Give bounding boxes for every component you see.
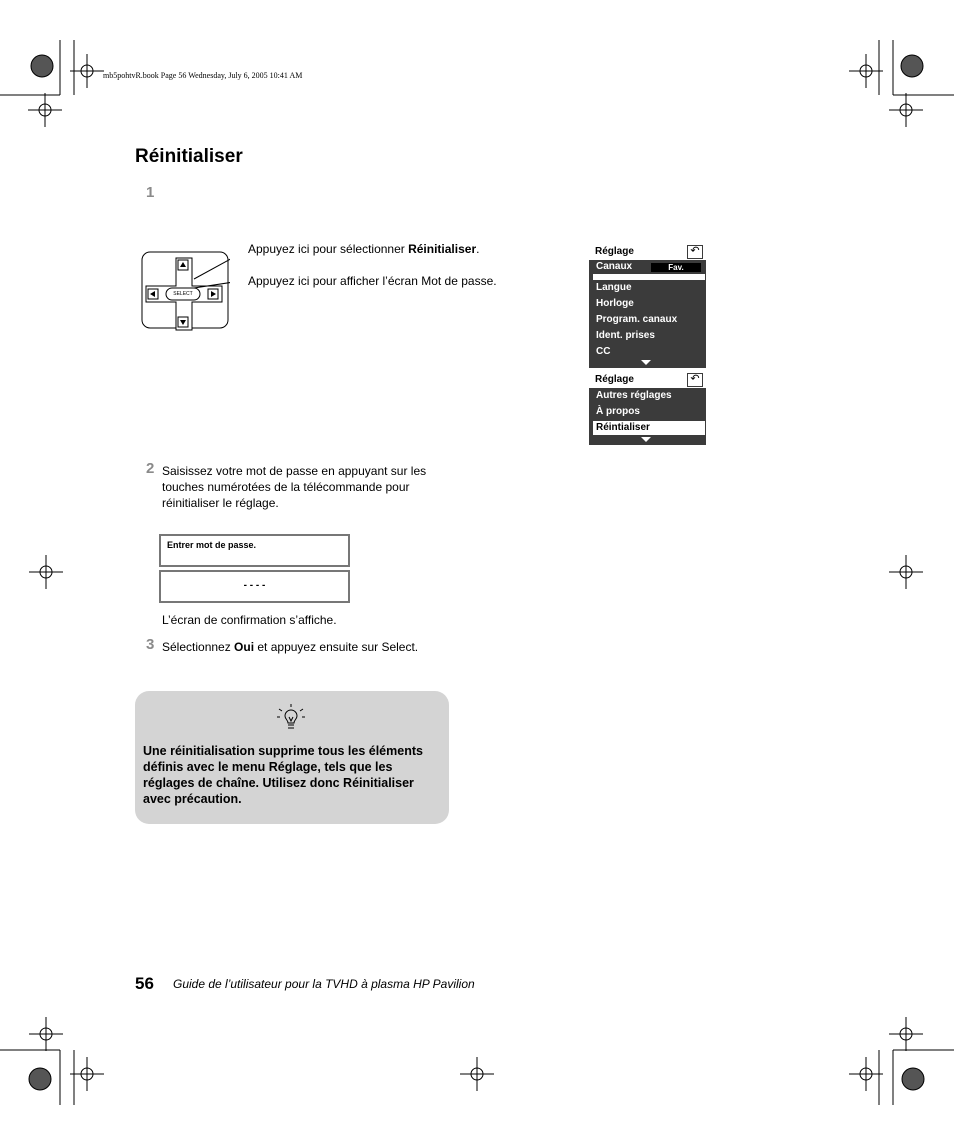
step-3-number: 3 [146,636,155,653]
menu-header: Réglage [589,243,706,260]
menu-item: CC [593,345,705,359]
confirm-text: L’écran de confirmation s’affiche. [162,613,337,627]
lightbulb-icon [274,703,308,737]
back-arrow-icon: ↶ [687,373,703,387]
menu-item: Ident. prises [593,329,705,343]
password-entry-box [159,570,350,603]
fav-badge: Fav. [651,263,701,272]
step-2-text: Saisissez votre mot de passe en appuyant sur les touches numérotées de la télécommande pour réinitialiser le réglage. [162,464,427,510]
callout-select-reset: Appuyez ici pour sélectionner Réinitialiser. [248,242,480,256]
password-value: - - - - [243,580,266,591]
password-prompt-box [159,534,350,567]
tip-text: Une réinitialisation supprime tous les éléments définis avec le menu Réglage, tels que les réglages de chaîne. Utilisez donc Réinitialiser avec précaution. [143,744,423,806]
page-number: 56 [135,974,154,993]
setup-menu-screen [589,243,706,368]
password-label: Entrer mot de passe. [167,540,257,550]
scroll-down-icon [641,437,651,442]
step-1-number: 1 [146,184,155,201]
menu-item: À propos [593,405,705,419]
menu-item-canaux: Canaux [593,260,705,274]
menu-item: Autres réglages [593,389,705,403]
select-button-label: SELECT [173,291,193,297]
menu-item: Program. canaux [593,313,705,327]
page-title: Réinitialiser [135,146,243,167]
step-3-text: Sélectionnez Oui et appuyez ensuite sur Select. [162,640,419,654]
book-slug: mb5pohtvR.book Page 56 Wednesday, July 6, 2005 10:41 AM [103,71,303,80]
step-2-number: 2 [146,460,155,477]
scroll-down-icon [641,360,651,365]
menu-item: Langue [593,281,705,295]
footer-title: Guide de l’utilisateur pour la TVHD à plasma HP Pavilion [173,977,475,991]
callout-password-screen: Appuyez ici pour afficher l’écran Mot de passe. [248,274,497,288]
menu-item-selected: Réintialiser [593,421,705,435]
back-arrow-icon: ↶ [687,245,703,259]
menu-header: Réglage [589,371,706,388]
setup-menu-screen-2 [589,371,706,445]
menu-item: Horloge [593,297,705,311]
